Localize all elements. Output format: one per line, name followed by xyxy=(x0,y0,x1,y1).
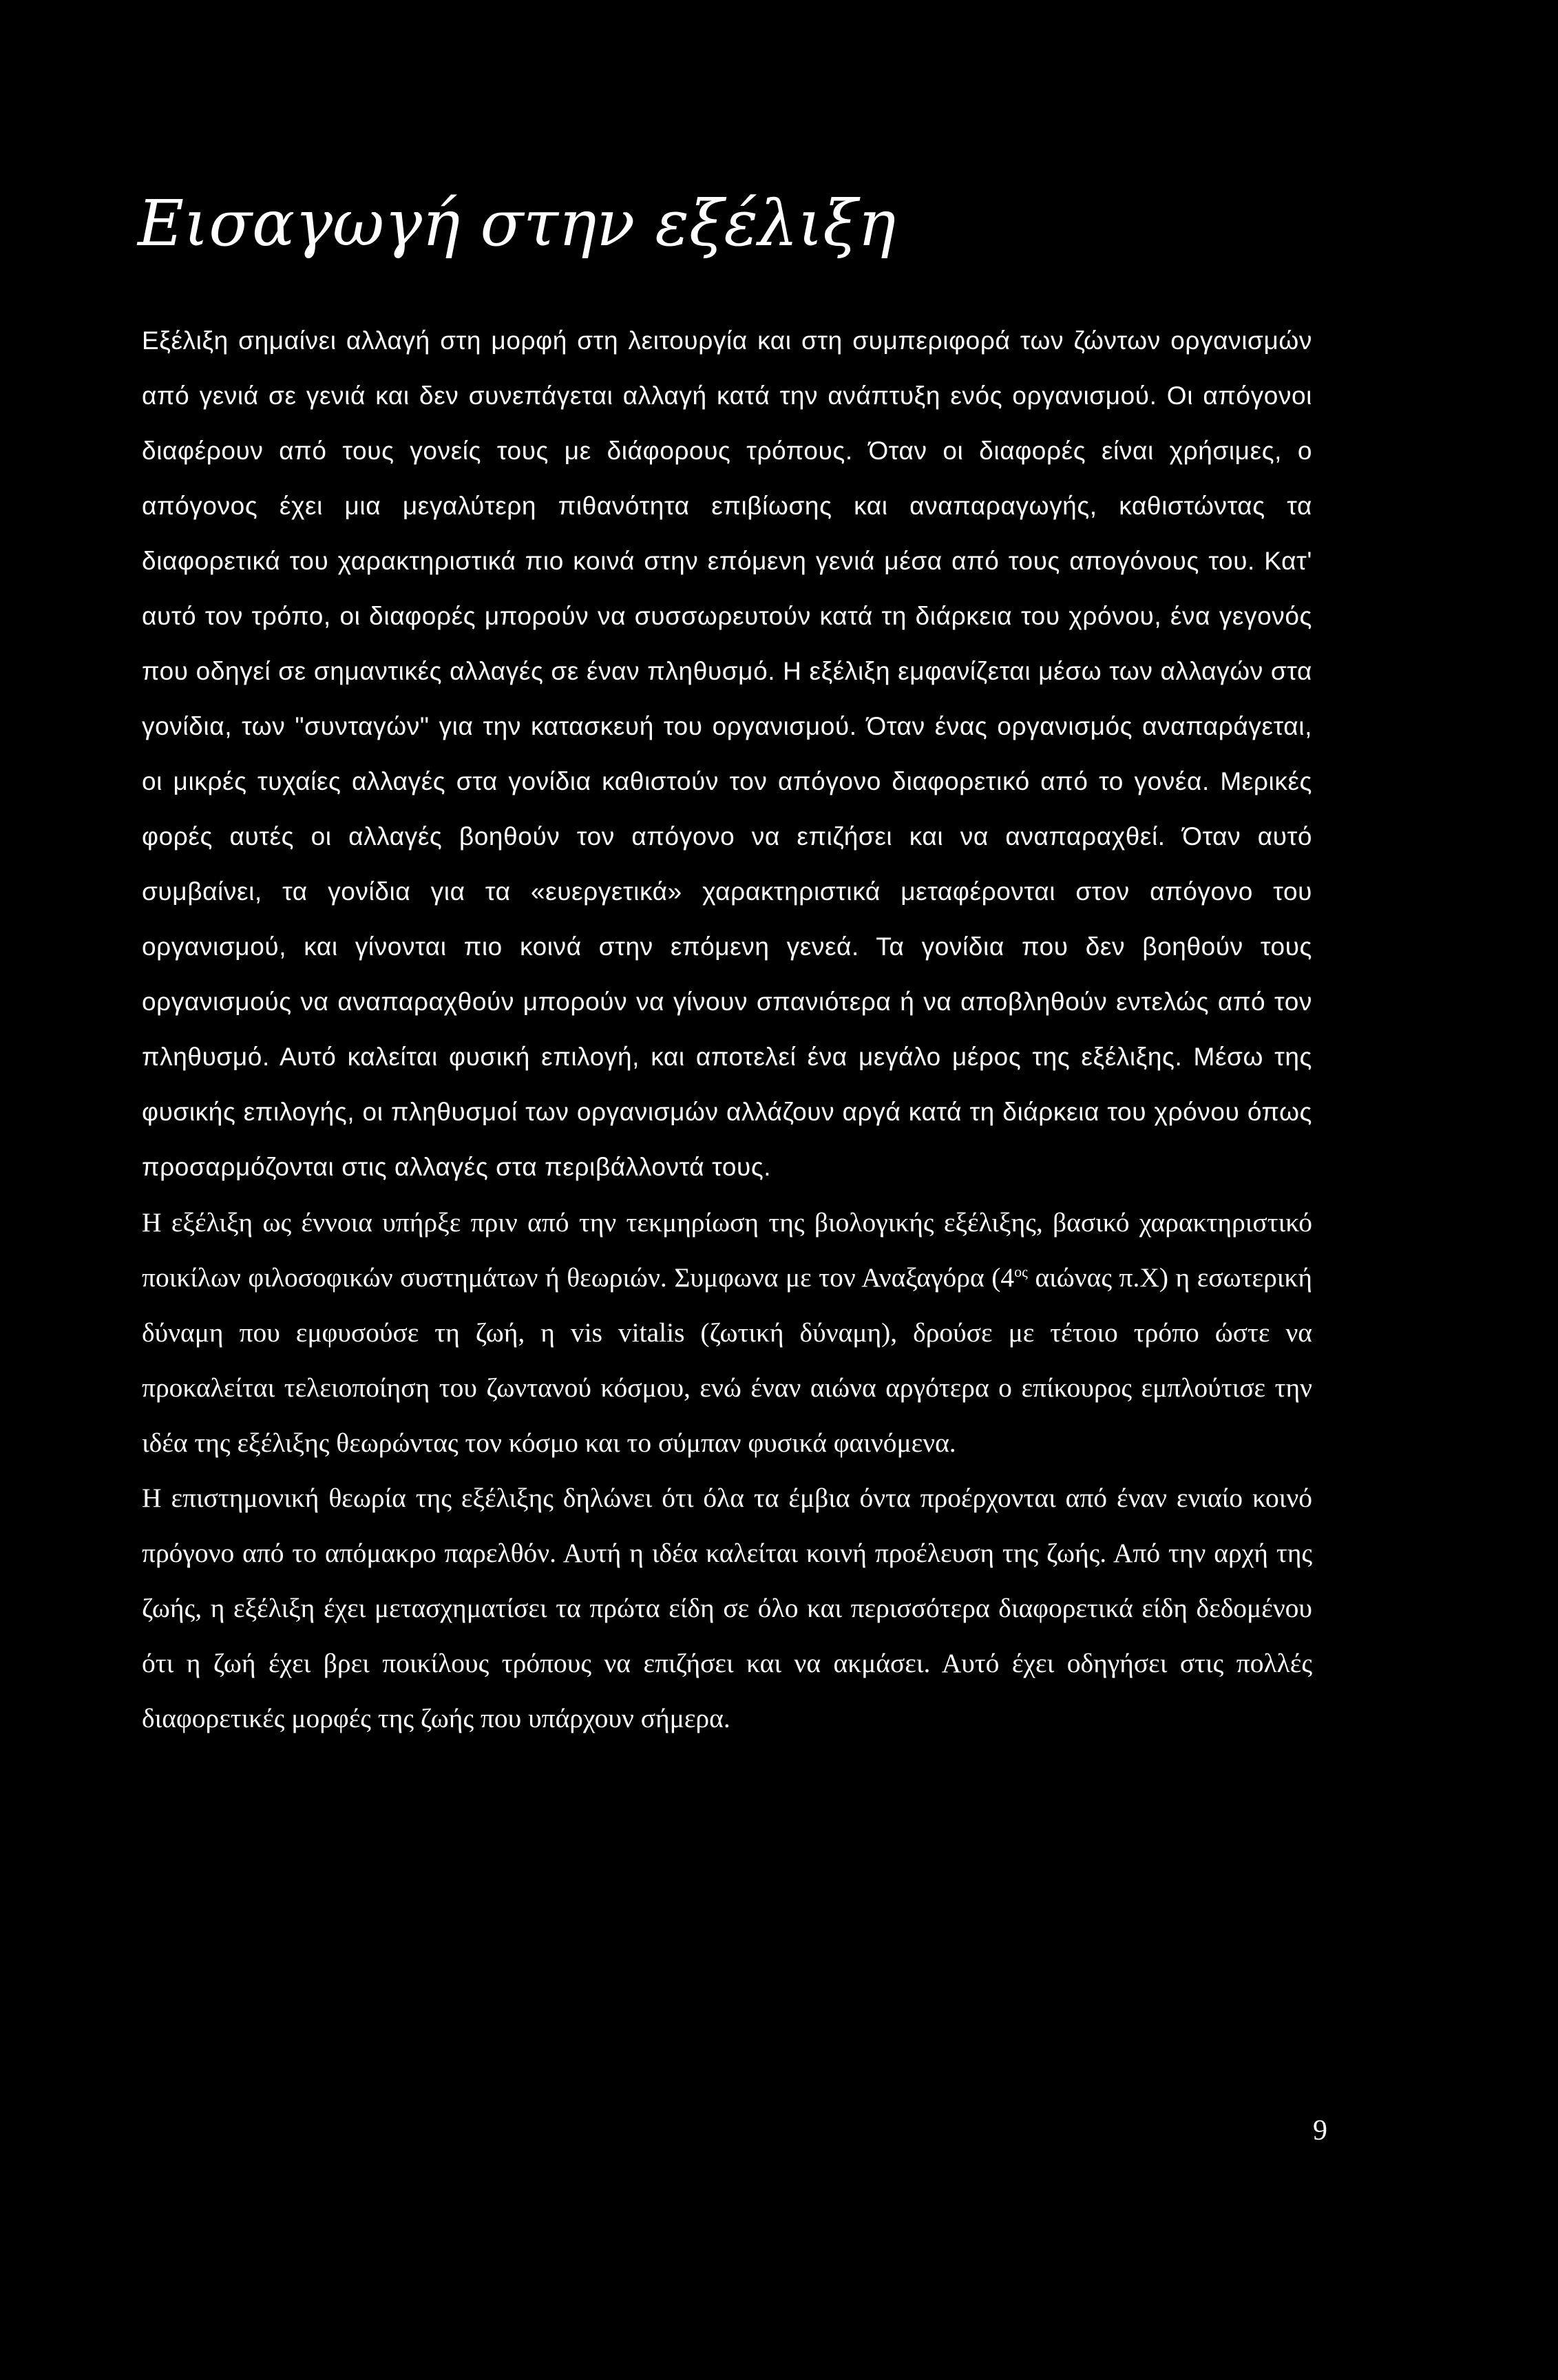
paragraph-history xyxy=(142,1195,1312,1470)
page-title: Εισαγωγή στην εξέλιξη xyxy=(138,187,896,260)
paragraph-definition: Εξέλιξη σημαίνει αλλαγή στη μορφή στη λειτουργία και στη συμπεριφορά των ζώντων οργανισμών από γενιά σε γενιά και δεν συνεπάγεται αλλαγή κατά την ανάπτυξη ενός οργανισμού. Οι απόγονοι διαφέρουν από τους γονείς τους με διάφορους τρόπους. Όταν οι διαφορές είναι χρήσιμες, ο απόγονος έχει μια μεγαλύτερη πιθανότητα επιβίωσης και αναπαραγωγής, καθιστώντας τα διαφορετικά του χαρακτηριστικά πιο κοινά στην επόμενη γενιά μέσα από τους απογόνους του. Κατ' αυτό τον τρόπο, οι διαφορές μπορούν να συσσωρευτούν κατά τη διάρκεια του χρόνου, ένα γεγονός που οδηγεί σε σημαντικές αλλαγές σε έναν πληθυσμό. Η εξέλιξη εμφανίζεται μέσω των αλλαγών στα γονίδια, των "συνταγών" για την κατασκευή του οργανισμού. Όταν ένας οργανισμός αναπαράγεται, οι μικρές τυχαίες αλλαγές στα γονίδια καθιστούν τον απόγονο διαφορετικό από το γονέα. Μερικές φορές αυτές οι αλλαγές βοηθούν τον απόγονο να επιζήσει και να αναπαραχθεί. Όταν αυτό συμβαίνει, τα γονίδια για τα «ευεργετικά» χαρακτηριστικά μεταφέρονται στον απόγονο του οργανισμού, και γίνονται πιο κοινά στην επόμενη γενεά. Τα γονίδια που δεν βοηθούν τους οργανισμούς να αναπαραχθούν μπορούν να γίνουν σπανιότερα ή να αποβληθούν εντελώς από τον πληθυσμό. Αυτό καλείται φυσική επιλογή, και αποτελεί ένα μεγάλο μέρος της εξέλιξης. Μέσω της φυσικής επιλογής, οι πληθυσμοί των οργανισμών αλλάζουν αργά κατά τη διάρκεια του χρόνου όπως προσαρμόζονται στις αλλαγές στα περιβάλλοντά τους. xyxy=(142,326,1312,1181)
page-number: 9 xyxy=(1313,2115,1327,2147)
body-text xyxy=(142,313,1312,1746)
ordinal-superscript: ος xyxy=(1014,1262,1028,1280)
paragraph-common-descent: Η επιστημονική θεωρία της εξέλιξης δηλώνει ότι όλα τα έμβια όντα προέρχονται από έναν ενιαίο κοινό πρόγονο από το απόμακρο παρελθόν. Αυτή η ιδέα καλείται κοινή προέλευση της ζωής. Από την αρχή της ζωής, η εξέλιξη έχει μετασχηματίσει τα πρώτα είδη σε όλο και περισσότερα διαφορετικά είδη δεδομένου ότι η ζωή έχει βρει ποικίλους τρόπους να επιζήσει και να ακμάσει. Αυτό έχει οδηγήσει στις πολλές διαφορετικές μορφές της ζωής που υπάρχουν σήμερα. xyxy=(142,1483,1312,1733)
paragraph-history-text-start: Η εξέλιξη ως έννοια υπήρξε πριν από την τεκμηρίωση της βιολογικής εξέλιξης, βασικό χαρακτηριστικό ποικίλων φιλοσοφικών συστημάτων ή θεωριών. Συμφωνα με τον Αναξαγόρα (4 xyxy=(142,1207,1312,1293)
paragraph-history-text-end: αιώνας π.Χ) η εσωτερική δύναμη που εμφυσούσε τη ζωή, η vis vitalis (ζωτική δύναμη), δρούσε με τέτοιο τρόπο ώστε να προκαλείται τελειοποίηση του ζωντανού κόσμου, ενώ έναν αιώνα αργότερα ο επίκουρος εμπλούτισε την ιδέα της εξέλιξης θεωρώντας τον κόσμο και το σύμπαν φυσικά φαινόμενα. xyxy=(142,1262,1312,1458)
